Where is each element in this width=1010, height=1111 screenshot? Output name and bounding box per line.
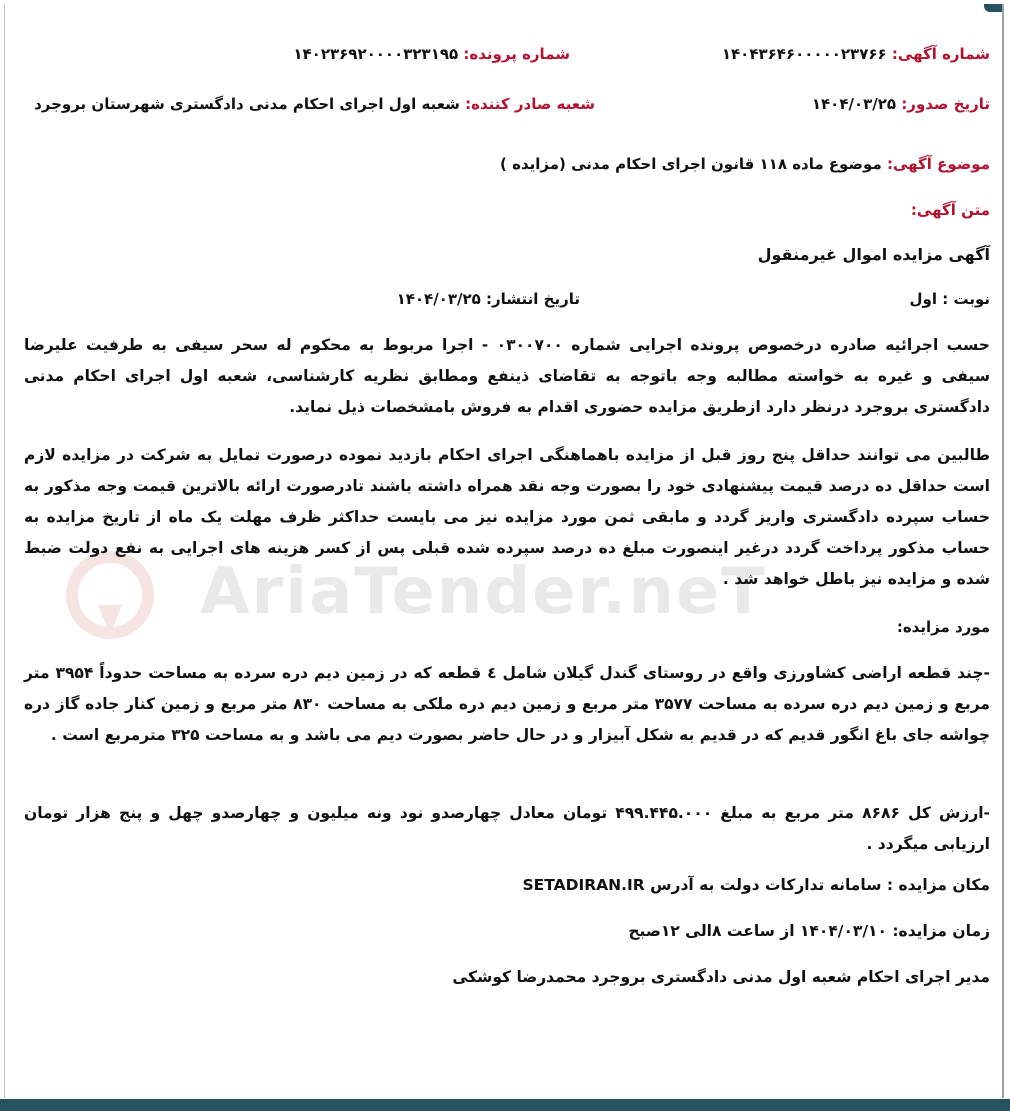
issue-date-label: تاریخ صدور: (901, 95, 990, 113)
issue-date-value: ۱۴۰۴/۰۳/۲۵ (811, 95, 897, 113)
paragraph-property: -چند قطعه اراضی کشاورزی واقع در روستای گندل گیلان شامل ٤ قطعه که در زمین دیم دره سرده به مساحت حدوداً ۳۹۵۴ متر مربع و زمین دیم دره سرده به مساحت ۳۵۷۷ متر مربع و زمین دیم دره ملکی به مساحت ۸۳۰ متر مربع و زمین کنار جاده گاز دره چواشه جای باغ انگور قدیم که در قدیم به شکل آبیزار و در حال حاضر بصورت دیم می باشد و به مساحت ۳۲۵ مترمربع است . (24, 664, 990, 744)
subject-row (500, 155, 990, 173)
paragraph-execution: حسب اجرائیه صادره درخصوص پرونده اجرایی شماره ۰۳۰۰۷۰۰ - اجرا مربوط به محکوم له سحر سیفی به طرفیت علیرضا سیفی و غیره به خواسته مطالبه وجه باتوجه به تقاضای ذینفع ومطابق نظریه کارشناسی، شعبه اول اجرای احکام مدنی دادگستری بروجرد درنظر دارد ازطریق مزایده حضوری اقدام به فروش بامشخصات ذیل نماید. (24, 336, 990, 416)
paragraph-conditions: طالبین می توانند حداقل پنج روز قبل از مزایده باهماهنگی اجرای احکام بازدید نموده درصورت تمایل به شرکت در مزایده لازم است حداقل ده درصد قیمت پیشنهادی خود را بصورت وجه نقد همراه داشته باشند تادرصورت ارائه بالاترین قیمت وجه مذکور به حساب سپرده دادگستری واریز گردد و مابقی ثمن مورد مزایده نیز می بایست حداکثر ظرف مهلت یک ماه از تاریخ مزایده به حساب مذکور پرداخت گردد درغیر اینصورت مبلغ ده درصد سپرده شده قبلی پس از کسر هزینه های اجرایی به نفع دولت ضبط شده و مزایده نیز باطل خواهد شد . (24, 446, 990, 588)
frame-corner (984, 4, 1002, 12)
round-text: نوبت : اول (909, 290, 990, 308)
issuer-value: شعبه اول اجرای احکام مدنی دادگستری شهرستان بروجرد (34, 95, 460, 113)
ad-number-row (722, 45, 990, 63)
paragraph-value: -ارزش کل ۸۶۸۶ متر مربع به مبلغ ۴۹۹.۴۴۵.۰۰۰ تومان معادل چهارصدو نود ونه میلیون و چهارصدو چهل و پنج هزار تومان ارزیابی میگردد . (24, 804, 990, 853)
ad-number-value: ۱۴۰۴۳۶۴۶۰۰۰۰۰۲۳۷۶۶ (721, 45, 887, 63)
ad-title: آگهی مزایده اموال غیرمنقول (757, 245, 990, 264)
bottom-bar (0, 1099, 1010, 1111)
case-number-label: شماره پرونده: (463, 45, 570, 63)
auction-subject-heading: مورد مزایده: (896, 618, 990, 636)
auction-place: مکان مزایده : سامانه تدارکات دولت به آدرس SETADIRAN.IR (522, 876, 990, 894)
signature: مدیر اجرای احکام شعبه اول مدنی دادگستری بروجرد محمدرضا کوشکی (452, 968, 990, 986)
publish-date: تاریخ انتشار: ۱۴۰۴/۰۳/۲۵ (396, 290, 580, 308)
watermark-text: AriaTender.neT (200, 555, 767, 629)
case-number-row (293, 45, 570, 63)
case-number-value: ۱۴۰۲۳۶۹۲۰۰۰۰۳۲۳۱۹۵ (293, 45, 459, 63)
ad-number-label: شماره آگهی: (891, 45, 990, 63)
body-label: متن آگهی: (910, 201, 990, 219)
issuer-row (34, 95, 595, 113)
body-label-row (911, 201, 990, 219)
issue-date-row (812, 95, 990, 113)
subject-label: موضوع آگهی: (886, 155, 990, 173)
issuer-label: شعبه صادر کننده: (465, 95, 595, 113)
auction-time: زمان مزایده: ۱۴۰۴/۰۳/۱۰ از ساعت ۸الی ۱۲صبح (628, 922, 990, 940)
subject-value: موضوع ماده ۱۱۸ قانون اجرای احکام مدنی (مزایده ) (500, 155, 882, 173)
